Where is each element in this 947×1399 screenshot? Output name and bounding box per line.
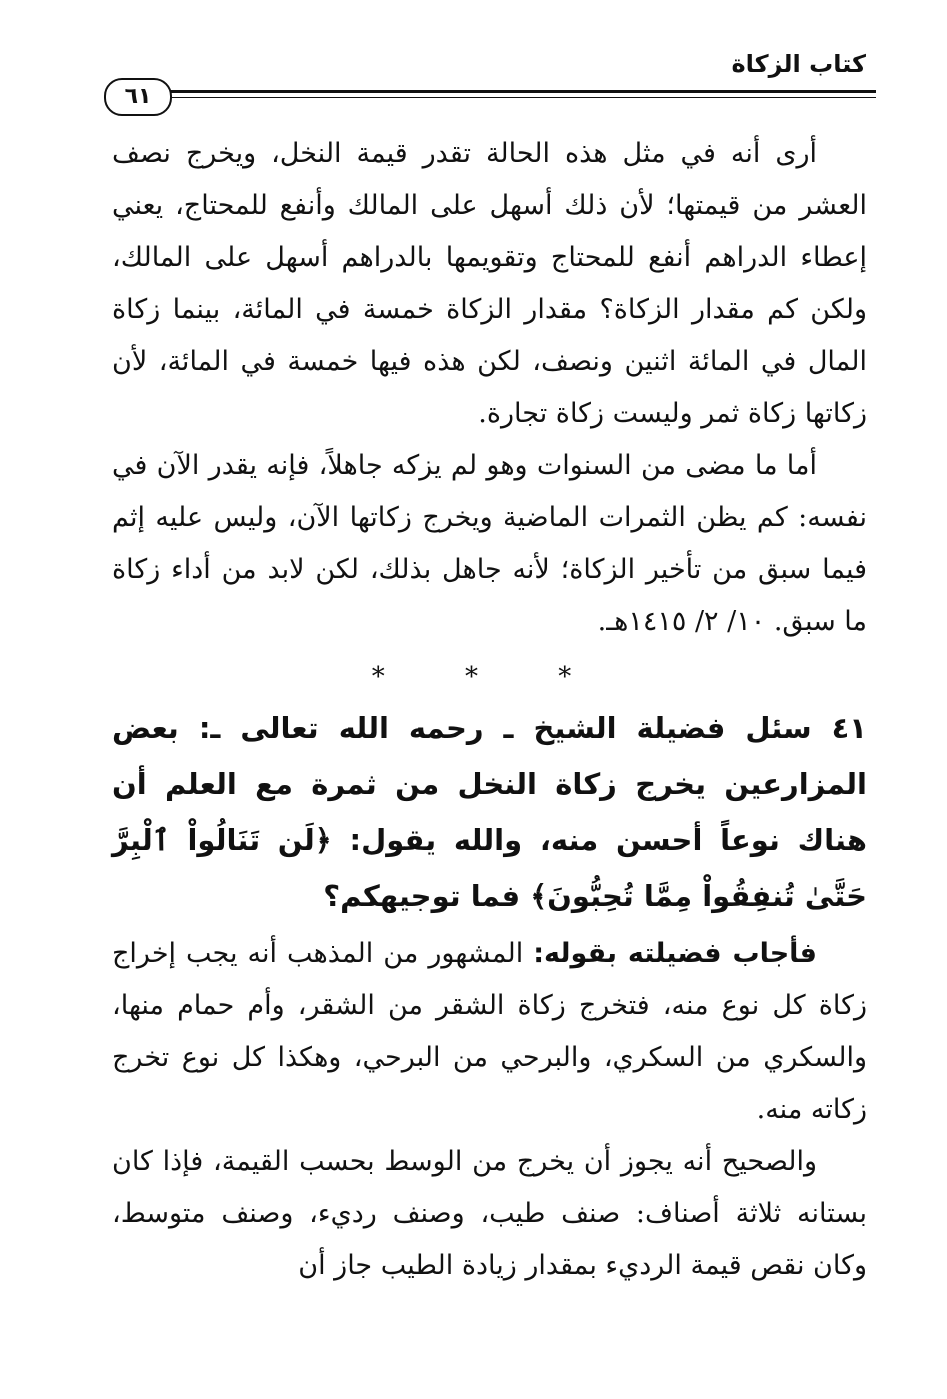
answer-paragraph-2: والصحيح أنه يجوز أن يخرج من الوسط بحسب القيمة، فإذا كان بستانه ثلاثة أصناف: صنف طيب، وصنف رديء، وصنف متوسط، وكان نقص قيمة الرديء بمقدار زيادة الطيب جاز أن [112,1146,867,1281]
quran-verse: ﴿لَن تَنَالُواْ ٱلْبِرَّ حَتَّىٰ تُنفِقُواْ مِمَّا تُحِبُّونَ﴾ [112,823,867,913]
question-closing: فما توجيهكم؟ [323,879,521,913]
answer-text-1: المشهور من المذهب أنه يجب إخراج زكاة كل نوع منه، فتخرج زكاة الشقر من الشقر، وأم حمام منها، والسكري من السكري، والبرحي من البرحي، وهكذا كل نوع تخرج زكاته منه. [112,938,867,1125]
header-rule-thin [170,97,876,98]
section-separator: * * * [371,662,608,692]
answer-lead: فأجاب فضيلته بقوله: [533,938,817,969]
header-rule-thick [170,90,876,93]
page-number: ٦١ [104,78,172,116]
page-body [112,128,867,1292]
page-header [100,44,876,124]
answer-paragraph-1 [112,928,867,1136]
paragraph-2: أما ما مضى من السنوات وهو لم يزكه جاهلاً، فإنه يقدر الآن في نفسه: كم يظن الثمرات الماضية ويخرج زكاتها الآن، وليس عليه إثم فيما سبق من تأخير الزكاة؛ لأنه جاهل بذلك، لكن لابد من أداء زكاة ما سبق. ١٠/ ٢/ ١٤١٥هـ. [112,450,867,637]
paragraph-1: أرى أنه في مثل هذه الحالة تقدر قيمة النخل، ويخرج نصف العشر من قيمتها؛ لأن ذلك أسهل على المالك وأنفع للمحتاج، يعني إعطاء الدراهم أنفع للمحتاج وتقويمها بالدراهم أسهل على المالك، ولكن كم مقدار الزكاة؟ مقدار الزكاة خمسة في المائة، بينما زكاة المال في المائة اثنين ونصف، لكن هذه فيها خمسة في المائة، لأن زكاتها زكاة ثمر وليست زكاة تجارة. [112,138,867,429]
question-text: ٤١ سئل فضيلة الشيخ ـ رحمه الله تعالى ـ: بعض المزارعين يخرج زكاة النخل من ثمرة مع العلم أن هناك نوعاً أحسن منه، والله يقول: [112,711,867,857]
book-title: كتاب الزكاة [731,50,866,78]
question-41 [112,700,867,924]
